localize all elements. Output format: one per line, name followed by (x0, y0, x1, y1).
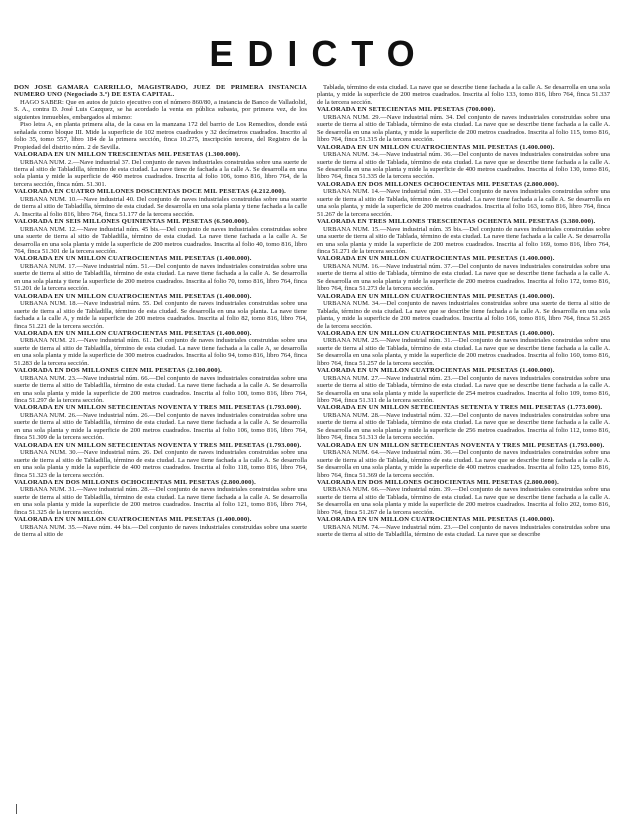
paragraph: URBANA NUM. 25.—Nave industrial núm. 31.—Del conjunto de naves industriales construidas sobre una suerte de tierra al sitio de Tablada, término de esta ciudad. La nave que se describe tiene fachada a la calle A. Se desarrolla en una sola planta, y mide la superficie de 200 metros cuadrados. Inscrita al folio 160, tomo 816, libro 764, finca 51.257 de la tercera sección. (317, 337, 610, 367)
page-title: EDICTO (209, 33, 429, 74)
paragraph: URBANA NUM. 23.—Nave industrial núm. 66.—Del conjunto de naves industriales construidas sobre una suerte de tierra al sitio de Tabladilla, término de esta ciudad. La nave tiene fachada a la calle A. Se desarrolla en una sola planta y mide la superficie de 200 metros cuadrados. Inscrita al folio 100, tomo 816, libro 764, finca 51.297 de la tercera sección. (14, 374, 307, 405)
valuation-line: VALORADA EN SETECIENTAS MIL PESETAS (700.000). (317, 106, 496, 114)
paragraph: URBANA NUM. 26.—Nave industrial núm. 26.—Del conjunto de naves industriales construidas sobre una suerte de tierra al sitio de Tabladilla, término de esta ciudad. La nave tiene fachada a la calle A. Se desarrolla en una sola planta y mide la superficie de 200 metros cuadrados. Inscrita al folio 106, tomo 816, libro 764, finca 51.309 de la tercera sección. (14, 411, 307, 442)
paragraph: Tablada, término de esta ciudad. La nave que se describe tiene fachada a la calle A. Se desarrolla en una sola planta, y mide la superficie de 200 metros cuadrados. Inscrita al folio 133, tomo 816, libro 764, finca 51.337 de la tercera sección. (317, 84, 610, 106)
paragraph: URBANA NUM. 14.—Nave industrial núm. 33.—Del conjunto de naves industriales construidas sobre una suerte de tierra al sitio de Tablada, término de esta ciudad. La nave tiene fachada a la calle A. Se desarrolla en una sola planta, y mide la superficie de 200 metros cuadrados. Inscrita al folio 163, tomo 816, libro 764, finca 51.267 de la tercera sección. (317, 188, 610, 218)
paragraph: URBANA NUM. 12.—Nave industrial núm. 45 bis.—Del conjunto de naves industriales construidas sobre una suerte de tierra al sitio de Tabladilla, término de esta ciudad. La nave tiene fachada a la calle A. Se desarrolla en una sola planta y mide la superficie de 200 metros cuadrados. Inscrita al folio 40, tomo 816, libro 764, finca 51.301 de la tercera sección. (14, 225, 307, 255)
valuation-line: VALORADA EN SEIS MILLONES QUINIENTAS MIL PESETAS (6.500.000). (14, 218, 249, 226)
paragraph: URBANA NUM. 31.—Nave industrial núm. 28.—Del conjunto de naves industriales construidas sobre una suerte de tierra al sitio de Tabladilla, término de esta ciudad. La nave tiene fachada a la calle A. Se desarrolla en una sola planta y mide la superficie de 200 metros cuadrados. Inscrita al folio 121, tomo 816, libro 764, finca 51.325 de la tercera sección. (14, 486, 307, 516)
valuation-line: VALORADA EN CUATRO MILLONES DOSCIENTAS DOCE MIL PESETAS (4.212.000). (14, 188, 286, 196)
valuation-line: VALORADA EN UN MILLON SETECIENTAS NOVENTA Y TRES MIL PESETAS (1.793.000). (14, 404, 302, 412)
paragraph: URBANA NUM. 17.—Nave industrial núm. 51.—Del conjunto de naves industriales construidas sobre una suerte de tierra al sitio de Tabladilla, término de esta ciudad. La nave tiene fachada a la calle A. Se desarrolla en una sola planta y tiene la superficie de 200 metros cuadrados. Inscrita al folio 70, tomo 816, libro 764, finca 51.201 de la tercera sección. (14, 262, 307, 293)
valuation-line: VALORADA EN UN MILLON SETECIENTAS NOVENTA Y TRES MIL PESETAS (1.793.000). (317, 441, 605, 449)
paragraph: URBANA NUM. 18.—Nave industrial núm. 55. Del conjunto de naves industriales construidas sobre una suerte de tierra al sitio de Tabladilla, término de esta ciudad. Se desarrolla en una sola planta. La nave tiene fachada a la calle A, y mide la superficie de 200 metros cuadrados. Inscrita al folio 82, tomo 816, libro 764, finca 51.221 de la tercera sección. (14, 300, 307, 330)
paragraph: URBANA NUM. 27.—Nave industrial núm. 23.—Del conjunto de naves industriales construidas sobre una suerte de tierra al sitio de Tablada, término de esta ciudad. La nave que se describe tiene fachada a la calle A. Se desarrolla en una sola planta y mide la superficie de 254 metros cuadrados. Inscrita al folio 109, tomo 816, libro 764, finca 51.311 de la tercera sección. (317, 374, 610, 405)
valuation-line: VALORADA EN UN MILLON SETECIENTAS NOVENTA Y TRES MIL PESETAS (1.793.000). (14, 441, 302, 449)
valuation-line: VALORADA EN UN MILLON TRESCIENTAS MIL PESETAS (1.300.000). (14, 151, 241, 159)
paragraph: URBANA NUM. 16.—Nave industrial núm. 37.—Del conjunto de naves industriales construidas sobre una suerte de tierra al sitio de Tablada, término de esta ciudad. La nave que se describe tiene fachada a la calle A. Se desarrolla en una sola planta y mide la superficie de 200 metros cuadrados. Inscrita al folio 172, tomo 816, libro 764, finca 51.273 de la tercera sección. (317, 262, 610, 293)
paragraph: URBANA NUM. 15.—Nave industrial núm. 35 bis.—Del conjunto de naves industriales construidas sobre una suerte de tierra al sitio de Tablada, término de esta ciudad. La nave tiene fachada a la calle A. Se desarrolla en una sola planta y mide la superficie de 200 metros cuadrados. Inscrita al folio 169, tomo 816, libro 764, finca 51.271 de la tercera sección. (317, 225, 610, 255)
valuation-line: VALORADA EN TRES MILLONES TRESCIENTAS OCHENTA MIL PESETAS (3.380.000). (317, 218, 596, 226)
valuation-line: VALORADA EN DOS MILLONES OCHOCIENTAS MIL PESETAS (2.800.000). (14, 479, 256, 487)
paragraph: URBANA NUM. 30.—Nave industrial núm. 26. Del conjunto de naves industriales construidas sobre una suerte de tierra al sitio de Tabladilla, término de esta ciudad. La nave tiene fachada a la calle A. Se desarrolla en una sola planta y mide la superficie de 400 metros cuadrados. Inscrita al folio 118, tomo 816, libro 764, finca 51.323 de la tercera sección. (14, 449, 307, 479)
paragraph: HAGO SABER: Que en autos de juicio ejecutivo con el número 860/80, a instancia de Banco de Valladolid, S. A., contra D. José Luis Cazquez, se ha acordado la venta en pública subasta, por primera vez, de los siguientes inmuebles, embargados al mismo: (14, 98, 307, 121)
valuation-line: VALORADA EN DOS MILLONES OCHOCIENTAS MIL PESETAS (2.800.000). (317, 180, 559, 188)
left-column (14, 84, 307, 539)
paragraph: URBANA NUM. 10.—Nave industrial 40. Del conjunto de naves industriales construidas sobre una suerte de tierra al sitio de Tabladilla, término de esta ciudad. Se desarrolla en una sola planta y tiene fachada a la calle A. Inscrita al folio 816, libro 764, finca 51.177 de la tercera sección. (14, 195, 307, 218)
document-page (14, 6, 610, 826)
text-columns (14, 84, 610, 539)
paragraph: URBANA NUM. 28.—Nave industrial núm. 32.—Del conjunto de naves industriales construidas sobre una suerte de tierra al sitio de Tablada, término de esta ciudad. La nave que se describe tiene fachada a la calle A. Se desarrolla en una sola planta y mide la superficie de 256 metros cuadrados. Inscrita al folio 112, tomo 816, libro 764, finca 51.313 de la tercera sección. (317, 411, 610, 442)
paragraph: URBANA NUM. 74.—Nave industrial núm. 23.—Del conjunto de naves industriales construidas sobre una suerte de tierra al sitio de Tabladilla, término de esta ciudad. La nave que se describe (317, 523, 610, 539)
paragraph: URBANA NUM. 2.—Nave industrial 37. Del conjunto de naves industriales construidas sobre una suerte de tierra al sitio de Tabladilla, término de esta ciudad. La nave tiene de fachada a la calle A. Se desarrolla en una sola planta y mide la superficie de 460 metros cuadrados. Inscrita al folio 106, tomo 816, libro 764, de la tercera sección, finca núm. 51.301. (14, 158, 307, 188)
paragraph: URBANA NUM. 66.—Nave industrial núm. 39.—Del conjunto de naves industriales construidas sobre una suerte de tierra al sitio de Tablada, término de esta ciudad. La nave que se describe tiene fachada a la calle A. Se desarrolla en una sola planta y mide la superficie de 200 metros cuadrados. Inscrita al folio 202, tomo 816, libro 764, finca 51.267 de la tercera sección. (317, 486, 610, 516)
paragraph: URBANA NUM. 29.—Nave industrial núm. 34. Del conjunto de naves industriales construidas sobre una suerte de tierra al sitio de Tablada, término de esta ciudad. La nave que se describe tiene fachada a la calle A. Se desarrolla en una sola planta, y mide la superficie de 200 metros cuadrados. Inscrita al folio 115, tomo 816, libro 764, finca 51.315 de la tercera sección. (317, 113, 610, 144)
valuation-line: VALORADA EN UN MILLON SETECIENTAS SETENTA Y TRES MIL PESETAS (1.773.000). (317, 404, 603, 412)
paragraph: URBANA NUM. 34.—Del conjunto de naves industriales construidas sobre una suerte de tierra al sitio de Tablada, término de esta ciudad. La nave que se describe tiene fachada a la calle A. Se desarrolla en una sola planta, y mide la superficie de 200 metros cuadrados. Inscrita al folio 166, tomo 816, libro 764, finca 51.265 de la tercera sección. (317, 300, 610, 330)
paragraph: URBANA NUM. 34.—Nave industrial núm. 36.—Del conjunto de naves industriales construidas sobre una suerte de tierra al sitio de Tablada, término de esta ciudad. La nave que se describe tiene fachada a la calle A. Se desarrolla en una sola planta y mide la superficie de 400 metros cuadrados. Inscrita al folio 130, tomo 816, libro 764, finca 51.335 de la tercera sección. (317, 151, 610, 181)
valuation-line: VALORADA EN UN MILLON CUATROCIENTAS MIL PESETAS (1.400.000). (14, 329, 252, 337)
valuation-line: VALORADA EN UN MILLON CUATROCIENTAS MIL PESETAS (1.400.000). (317, 329, 555, 337)
valuation-line: VALORADA EN DOS MILLONES CIEN MIL PESETAS (2.100.000). (14, 367, 223, 375)
valuation-line: DON JOSE GAMARA CARRILLO, MAGISTRADO, JUEZ DE PRIMERA INSTANCIA NUMERO UNO (Negociado 3.º) DE ESTA CAPITAL. (14, 84, 307, 99)
valuation-line: VALORADA EN UN MILLON CUATROCIENTAS MIL PESETAS (1.400.000). (317, 292, 555, 300)
valuation-line: VALORADA EN UN MILLON CUATROCIENTAS MIL PESETAS (1.400.000). (14, 255, 252, 263)
valuation-line: VALORADA EN UN MILLON CUATROCIENTAS MIL PESETAS (1.400.000). (14, 292, 252, 300)
valuation-line: VALORADA EN UN MILLON CUATROCIENTAS MIL PESETAS (1.400.000). (317, 143, 555, 151)
margin-mark (16, 804, 25, 814)
paragraph: URBANA NUM. 21.—Nave industrial núm. 61. Del conjunto de naves industriales construidas sobre una suerte de tierra al sitio de Tabladilla, término de esta ciudad. La nave tiene fachada a la calle A, se desarrolla en una sola planta y mide la superficie de 300 metros cuadrados. Inscrita al folio 94, tomo 816, libro 764, finca 51.283 de la tercera sección. (14, 337, 307, 367)
paragraph: URBANA NUM. 64.—Nave industrial núm. 36.—Del conjunto de naves industriales construidas sobre una suerte de tierra al sitio de Tablada, término de esta ciudad. La nave que se describe tiene fachada a la calle A. Se desarrolla en una sola planta, y mide la superficie de 400 metros cuadrados. Inscrita al folio 125, tomo 816, libro 764, finca 51.369 de la tercera sección. (317, 449, 610, 479)
valuation-line: VALORADA EN DOS MILLONES OCHOCIENTAS MIL PESETAS (2.800.000). (317, 479, 559, 487)
paragraph: URBANA NUM. 35.—Nave núm. 44 bis.—Del conjunto de naves industriales construidas sobre una suerte de tierra al sitio de (14, 523, 307, 539)
valuation-line: VALORADA EN UN MILLON CUATROCIENTAS MIL PESETAS (1.400.000). (317, 367, 555, 375)
valuation-line: VALORADA EN UN MILLON CUATROCIENTAS MIL PESETAS (1.400.000). (14, 516, 252, 524)
valuation-line: VALORADA EN UN MILLON CUATROCIENTAS MIL PESETAS (1.400.000). (317, 255, 555, 263)
valuation-line: VALORADA EN UN MILLON CUATROCIENTAS MIL PESETAS (1.400.000). (317, 516, 555, 524)
right-column (317, 84, 610, 539)
paragraph: Piso letra A, en planta primera alta, de la casa en la manzana 172 del barrio de Los Remedios, donde está señalada como bloque III. Mide la superficie de 102 metros cuadrados y 32 decímetros cuadrados. Inscrito al folio 35, tomo 557, libro 184 de la primera sección, finca 10.275, inscripción tercera, del Registro de la Propiedad del distrito núm. 2 de Sevilla. (14, 121, 307, 151)
